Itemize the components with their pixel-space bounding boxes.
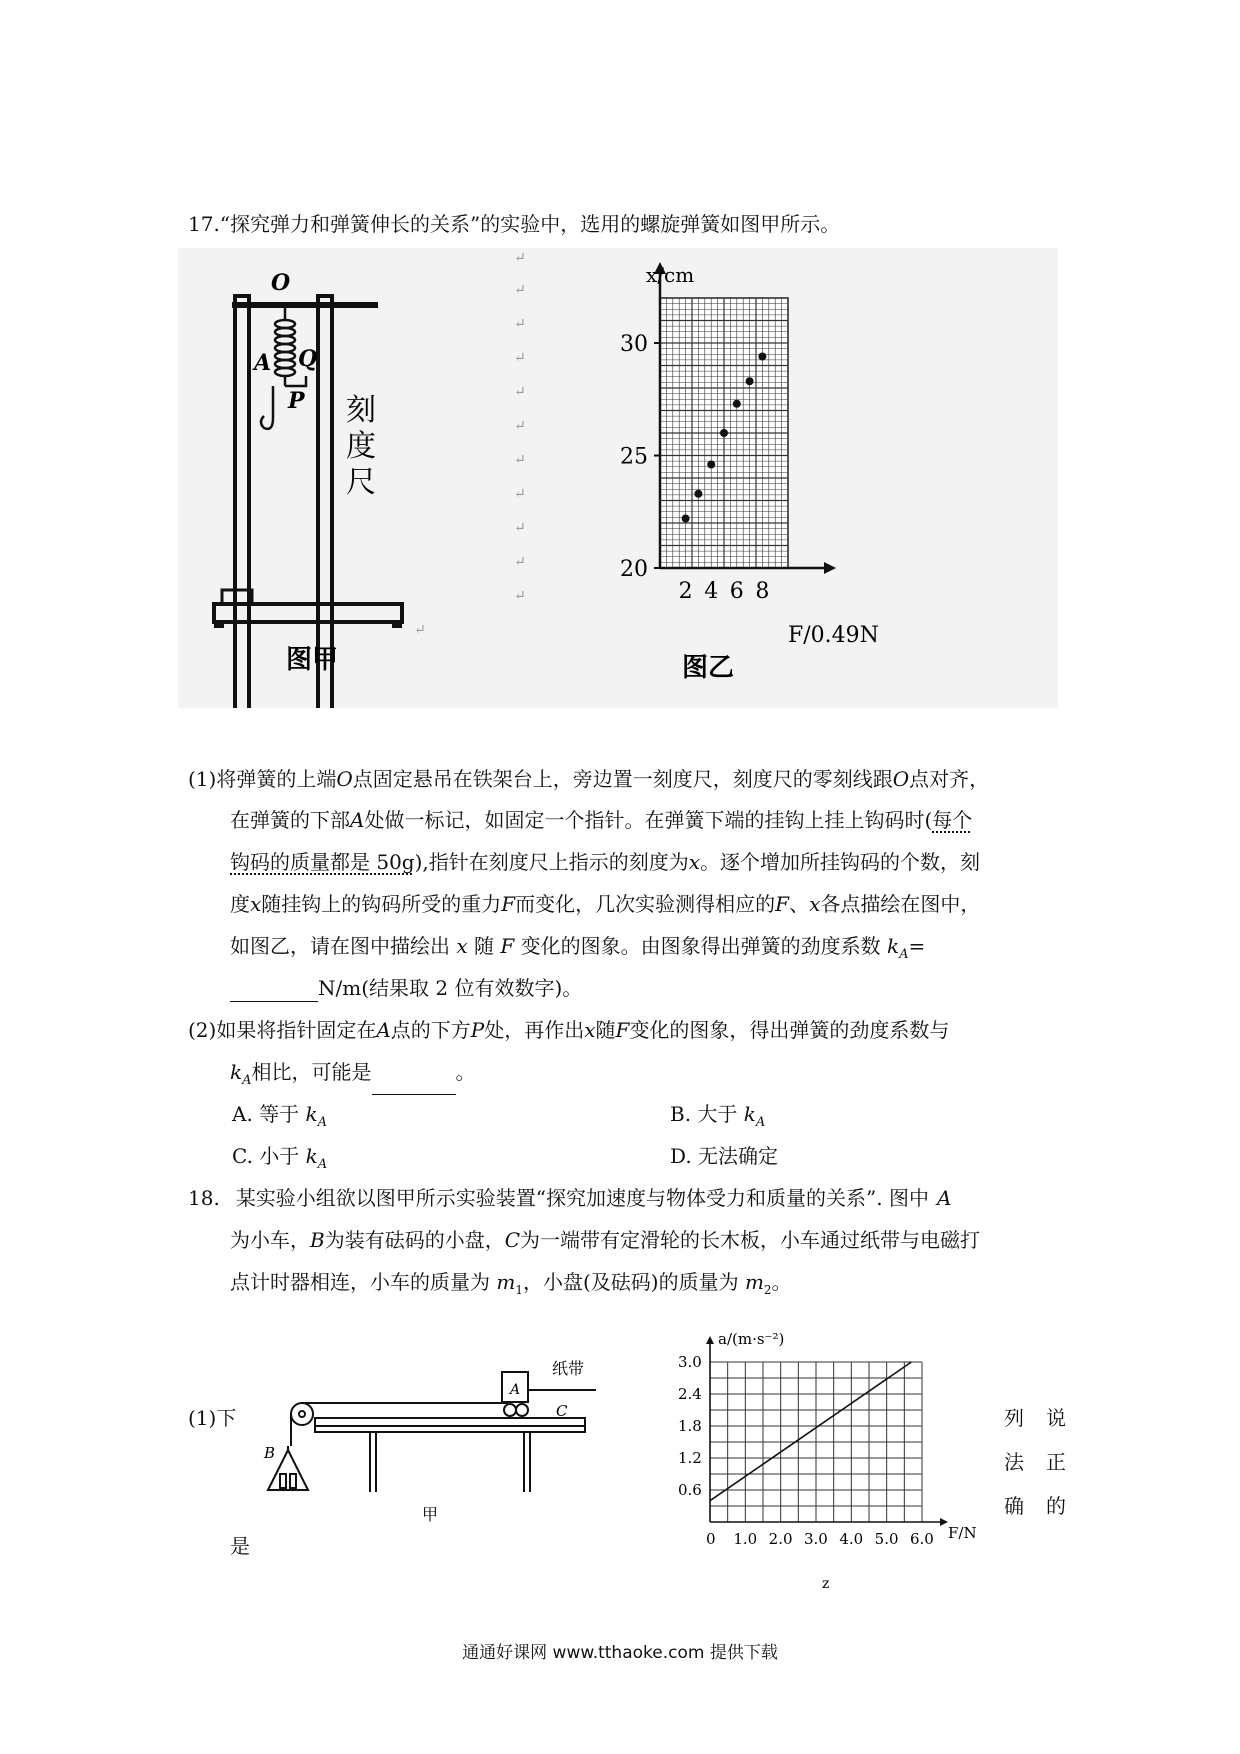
figure-jia-caption: 图甲 <box>286 645 339 675</box>
board-label-c: C <box>556 1402 568 1420</box>
chart1-data-point <box>694 490 702 498</box>
chart1-data-point <box>733 400 741 408</box>
q17-p1-line5: 如图乙，请在图中描绘出 x 随 F 变化的图象。由图象得出弹簧的劲度系数 $k_A=$ <box>230 934 926 962</box>
ruler-label-2: 度 <box>346 429 376 464</box>
chart2-y-tick-label: 3.0 <box>678 1353 702 1371</box>
chart2-x-tick-label: 4.0 <box>839 1530 864 1548</box>
chart2-x-axis-label: F/N <box>948 1524 977 1542</box>
chart2-y-arrow <box>706 1336 714 1344</box>
label-q: Q <box>298 346 318 372</box>
cart-apparatus-figure <box>260 1350 620 1530</box>
svg-text:↵: ↵ <box>514 588 526 604</box>
q17-p1-line4: 度x随挂钩上的钩码所受的重力F而变化，几次实验测得相应的F、x各点描绘在图中， <box>230 892 981 916</box>
chart1-x-axis-label: F/0.49N <box>788 623 879 648</box>
answer-blank-compare[interactable] <box>372 1074 456 1095</box>
chart1-y-axis-label: x/cm <box>646 263 695 287</box>
option-d[interactable]: D. 无法确定 <box>670 1144 779 1168</box>
svg-text:↵: ↵ <box>514 520 526 536</box>
chart2-x-tick-label: 5.0 <box>874 1530 899 1548</box>
label-a: A <box>254 350 272 376</box>
ruler-label-1: 刻 <box>346 393 376 428</box>
svg-text:↵: ↵ <box>514 418 526 434</box>
q18-line2: 为小车，B为装有砝码的小盘，C为一端带有定滑轮的长木板，小车通过纸带与电磁打 <box>230 1228 981 1252</box>
q18-right-2: 说 <box>1046 1406 1066 1430</box>
q18-line1: 18. 某实验小组欲以图甲所示实验装置“探究加速度与物体受力和质量的关系”. 图中 A <box>188 1186 952 1210</box>
chart2-y-tick-label: 1.8 <box>678 1417 702 1435</box>
chart-a-vs-f <box>660 1326 980 1602</box>
chart1-x-arrow <box>824 562 836 574</box>
chart2-caption: z <box>822 1576 830 1592</box>
chart2-series-line <box>710 1362 911 1501</box>
chart2-grid <box>710 1362 922 1522</box>
q18-right-5: 确 <box>1004 1494 1024 1518</box>
chart2-y-tick-label: 0.6 <box>678 1481 702 1499</box>
return-marks <box>414 250 526 638</box>
option-b[interactable]: B. 大于 $k_A$ <box>670 1102 766 1130</box>
option-c[interactable]: C. 小于 $k_A$ <box>232 1144 328 1172</box>
chart2-series <box>710 1362 911 1501</box>
q17-p1-line2: 在弹簧的下部A处做一标记，如固定一个指针。在弹簧下端的挂钩上挂上钩码时(每个 <box>230 808 973 832</box>
chart-x-vs-f <box>598 248 1058 708</box>
chart1-x-tick-label: 6 <box>729 579 744 604</box>
chart2-x-tick-label: 6.0 <box>910 1530 934 1548</box>
chart1-y-tick-label: 25 <box>620 444 648 470</box>
q18-right-3: 法 <box>1004 1450 1024 1474</box>
chart1-x-tick-label: 4 <box>704 579 719 604</box>
chart1-data-point <box>746 377 754 385</box>
spring-apparatus-figure <box>178 248 598 708</box>
chart2-y-tick-label: 1.2 <box>678 1449 702 1467</box>
chart2-y-axis-label: a/(m·s⁻²) <box>718 1330 785 1348</box>
label-p: P <box>288 388 305 414</box>
chart2-x-arrow <box>940 1518 948 1526</box>
label-o: O <box>271 270 291 296</box>
q18-right-1: 列 <box>1004 1406 1024 1430</box>
q17-heading: 17.“探究弹力和弹簧伸长的关系”的实验中，选用的螺旋弹簧如图甲所示。 <box>188 212 841 236</box>
tray-label-b: B <box>264 1444 276 1462</box>
tape-label: 纸带 <box>552 1359 585 1378</box>
chart2-x-tick-label: 2.0 <box>768 1530 793 1548</box>
q17-p2-line1: (2)如果将指针固定在A点的下方P处，再作出x随F变化的图象，得出弹簧的劲度系数与 <box>188 1018 950 1042</box>
q17-p1-line3: 钩码的质量都是 50g),指针在刻度尺上指示的刻度为x。逐个增加所挂钩码的个数，刻 <box>230 850 981 874</box>
chart1-data-point <box>758 353 766 361</box>
ruler-label-3: 尺 <box>346 465 376 500</box>
answer-blank-ka[interactable] <box>230 981 318 1002</box>
svg-text:↵: ↵ <box>414 622 426 638</box>
figure-cart-caption: 甲 <box>422 1505 439 1524</box>
q18-line3: 点计时器相连，小车的质量为 $m_1$，小盘(及砝码)的质量为 $m_2$。 <box>230 1270 792 1297</box>
svg-text:↵: ↵ <box>514 316 526 332</box>
figure-yi-caption: 图乙 <box>682 653 735 683</box>
page-footer: 通通好课网 www.tthaoke.com 提供下载 <box>462 1643 778 1663</box>
chart1-data-point <box>682 515 690 523</box>
q17-figures-panel <box>178 248 1058 708</box>
cart-label-a: A <box>510 1382 521 1398</box>
q18-sub1-prefix: (1)下 <box>188 1406 237 1430</box>
svg-text:↵: ↵ <box>514 282 526 298</box>
q17-p1-line1: (1)将弹簧的上端O点固定悬吊在铁架台上，旁边置一刻度尺，刻度尺的零刻线跟O点对齐， <box>188 767 990 791</box>
chart1-data-point <box>707 461 715 469</box>
q17-p1-line6: N/m(结果取 2 位有效数字)。 <box>230 974 582 1002</box>
q18-right-4: 正 <box>1046 1450 1066 1474</box>
chart1-data-point <box>720 429 728 437</box>
chart1-x-tick-label: 8 <box>755 579 770 604</box>
q17-p2-line2: $k_A$相比，可能是 。 <box>230 1058 476 1095</box>
chart2-x-tick-label: 3.0 <box>804 1530 828 1548</box>
svg-text:↵: ↵ <box>514 486 526 502</box>
svg-text:↵: ↵ <box>514 384 526 400</box>
chart1-y-tick-label: 20 <box>620 557 648 582</box>
svg-text:↵: ↵ <box>514 452 526 468</box>
svg-text:↵: ↵ <box>514 554 526 570</box>
q18-right-6: 的 <box>1046 1494 1066 1518</box>
option-a[interactable]: A. 等于 $k_A$ <box>232 1102 328 1130</box>
chart1-x-tick-label: 2 <box>678 579 693 604</box>
chart2-y-tick-label: 2.4 <box>678 1385 702 1403</box>
svg-text:↵: ↵ <box>514 350 526 366</box>
svg-text:↵: ↵ <box>514 250 526 266</box>
chart2-x-tick-label: 1.0 <box>733 1530 758 1548</box>
chart1-y-tick-label: 30 <box>620 332 648 357</box>
q18-sub1-end: 是 <box>230 1534 250 1558</box>
chart2-x-tick-label: 0 <box>706 1530 716 1548</box>
